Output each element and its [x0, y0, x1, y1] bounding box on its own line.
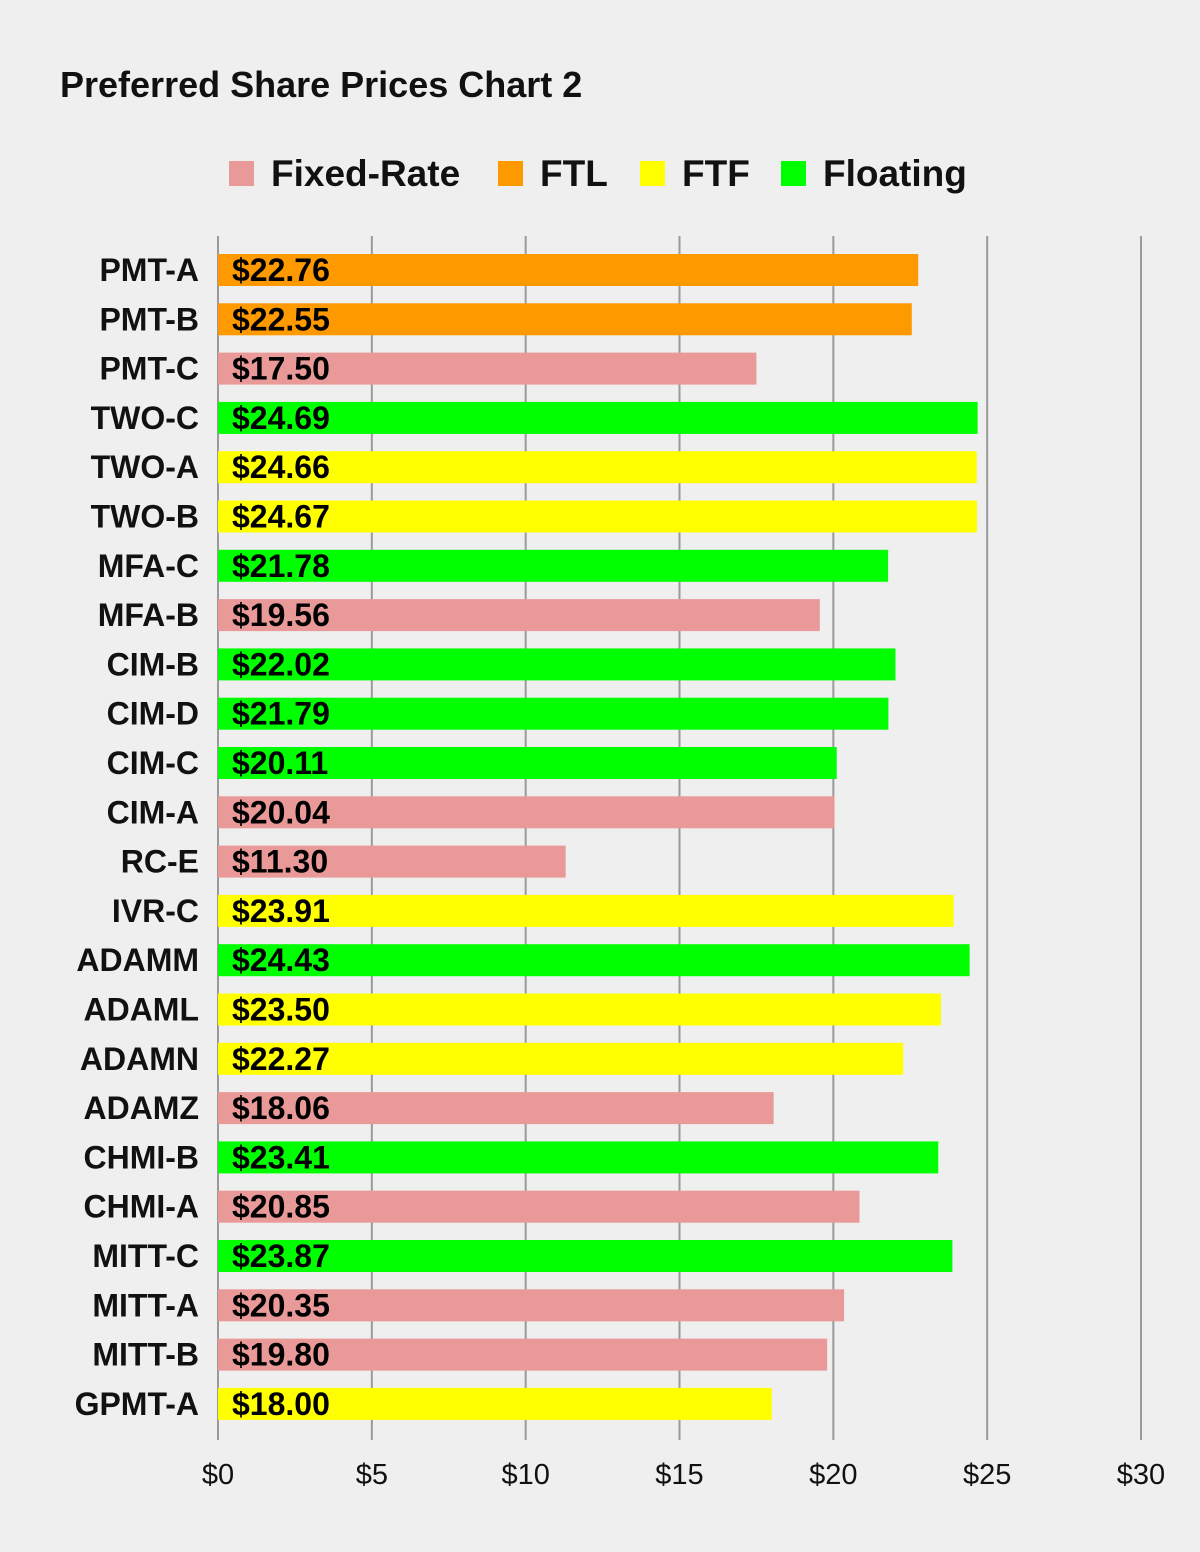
- legend-swatch: [640, 161, 665, 186]
- bar-value-label: $20.04: [232, 794, 330, 831]
- category-label: PMT-C: [99, 350, 199, 387]
- bars: [218, 254, 978, 1420]
- category-label: TWO-B: [90, 498, 199, 535]
- category-label: ADAMN: [79, 1040, 199, 1077]
- legend-item: [781, 153, 967, 194]
- bar-value-label: $24.66: [232, 449, 330, 486]
- chart-title: Preferred Share Prices Chart 2: [60, 64, 583, 105]
- bar-value-label: $22.55: [232, 301, 330, 338]
- bar-value-label: $18.00: [232, 1385, 330, 1422]
- x-tick-label: $30: [1116, 1459, 1166, 1491]
- bar-value-label: $17.50: [232, 350, 330, 387]
- bar-value-label: $18.06: [232, 1090, 330, 1127]
- category-label: TWO-C: [90, 399, 199, 436]
- category-label: CIM-B: [106, 646, 199, 683]
- category-label: GPMT-A: [74, 1385, 199, 1422]
- legend-label: Fixed-Rate: [271, 153, 461, 194]
- category-label: MITT-A: [92, 1287, 199, 1324]
- bar-value-label: $20.11: [232, 745, 329, 781]
- bar-value-label: $22.27: [232, 1040, 330, 1077]
- bar-value-label: $20.85: [232, 1188, 330, 1225]
- bar-value-label: $24.69: [232, 399, 330, 436]
- legend-item: [229, 153, 460, 194]
- x-tick-label: $25: [962, 1459, 1012, 1491]
- category-label: RC-E: [120, 843, 199, 880]
- category-label: MITT-C: [92, 1238, 199, 1274]
- bar-value-label: $23.41: [232, 1139, 330, 1176]
- legend-swatch: [498, 161, 523, 186]
- bar-value-label: $22.76: [232, 252, 330, 288]
- category-label: ADAMM: [76, 942, 199, 979]
- bar-value-label: $22.02: [232, 646, 330, 683]
- category-label: CHMI-B: [83, 1139, 199, 1176]
- legend-item: [640, 153, 750, 194]
- legend-swatch: [229, 161, 254, 186]
- category-label: MITT-B: [92, 1336, 199, 1373]
- x-tick-label: $20: [809, 1459, 858, 1491]
- bar-value-label: $23.87: [232, 1238, 330, 1274]
- category-label: CHMI-A: [83, 1188, 199, 1225]
- category-label: CIM-A: [106, 794, 199, 831]
- legend: [229, 153, 967, 194]
- x-tick-label: $0: [201, 1459, 235, 1491]
- category-label: ADAMZ: [83, 1090, 199, 1127]
- bar: [218, 942, 970, 979]
- category-label: MFA-B: [97, 597, 199, 634]
- legend-item: [498, 153, 608, 194]
- bar-value-label: $21.78: [232, 547, 330, 584]
- legend-swatch: [781, 161, 806, 186]
- category-label: CIM-D: [106, 695, 199, 732]
- legend-label: Floating: [823, 153, 967, 194]
- category-label: CIM-C: [106, 745, 199, 781]
- bar-value-label: $20.35: [232, 1287, 330, 1324]
- bar-value-label: $23.50: [232, 991, 330, 1028]
- category-labels: [75, 252, 199, 1422]
- x-tick-label: $10: [501, 1459, 550, 1491]
- bar-value-label: $19.56: [232, 597, 330, 634]
- legend-label: FTF: [682, 153, 750, 194]
- bar: [218, 449, 977, 486]
- bar-value-label: $23.91: [232, 892, 330, 929]
- x-tick-label: $5: [355, 1459, 388, 1491]
- x-tick-label: $15: [655, 1459, 704, 1491]
- category-label: PMT-B: [99, 301, 199, 338]
- bar-value-label: $24.67: [232, 498, 330, 535]
- bar: [218, 498, 977, 535]
- category-label: PMT-A: [99, 252, 199, 288]
- category-label: ADAML: [83, 991, 199, 1028]
- bar-value-label: $24.43: [232, 942, 330, 979]
- category-label: MFA-C: [97, 547, 199, 584]
- bar-value-label: $19.80: [232, 1336, 330, 1373]
- category-label: TWO-A: [90, 449, 199, 486]
- value-labels: [232, 252, 330, 1422]
- bar-value-label: $11.30: [232, 843, 329, 880]
- x-axis-ticks: [202, 1459, 1165, 1491]
- legend-label: FTL: [540, 153, 608, 194]
- bar: [218, 399, 978, 436]
- category-label: IVR-C: [111, 892, 199, 929]
- bar-value-label: $21.79: [232, 695, 330, 732]
